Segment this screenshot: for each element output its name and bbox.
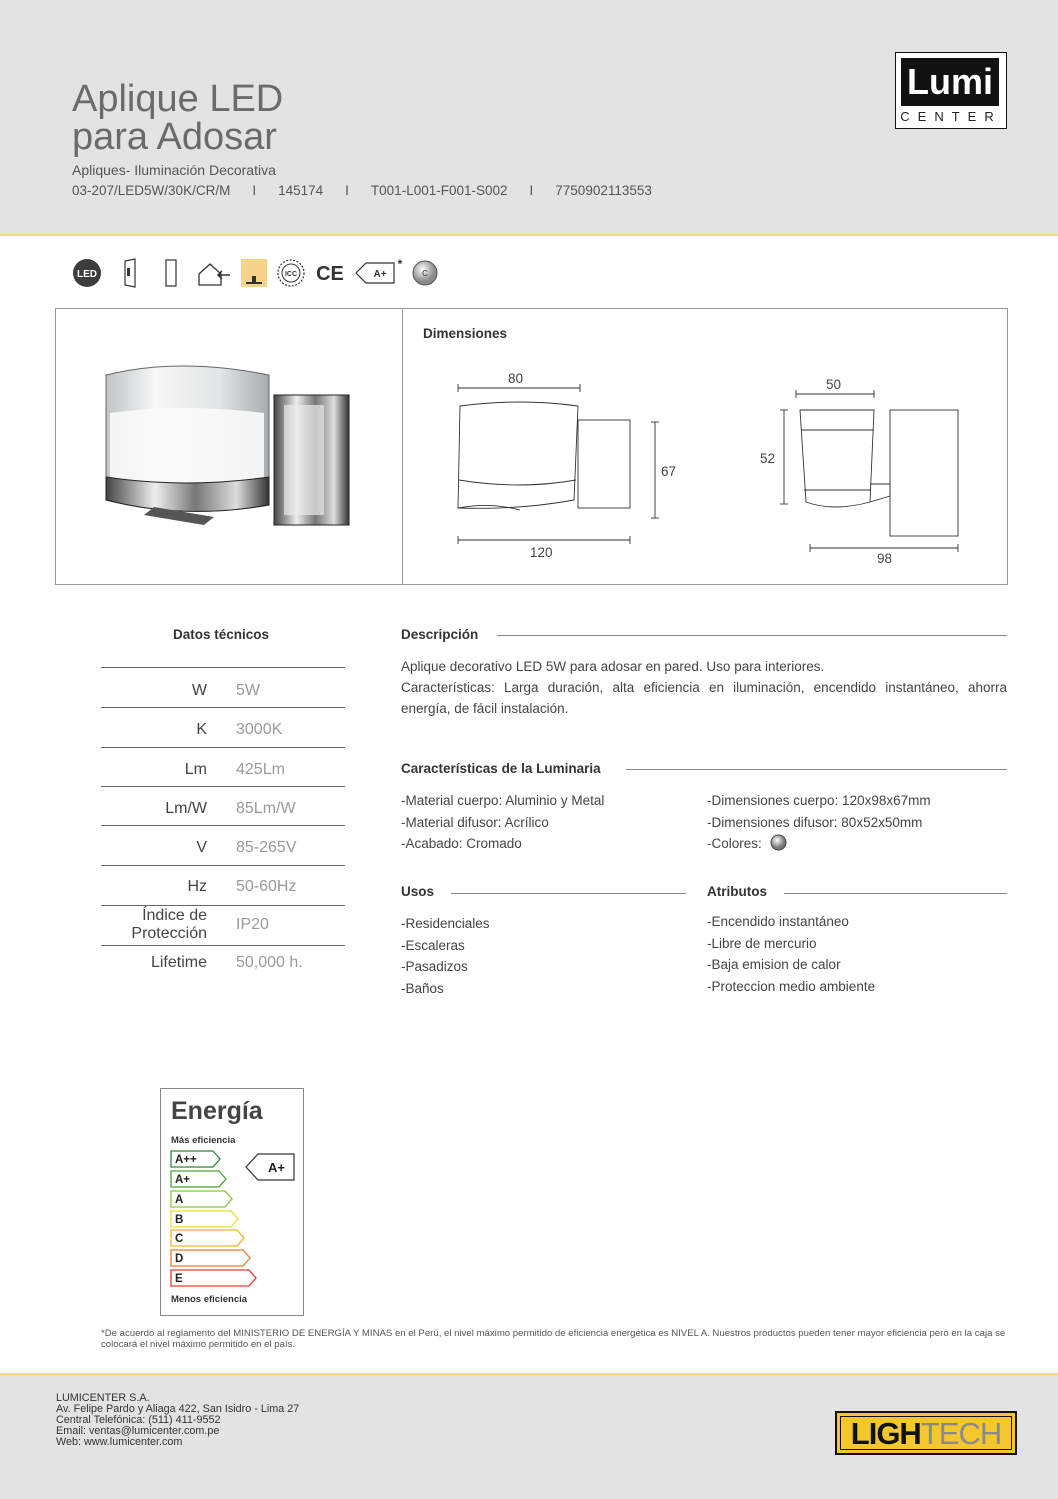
product-photo [104, 365, 354, 540]
lightech-part-1: LIGH [850, 1416, 921, 1451]
energy-icon-star: * [397, 258, 403, 271]
spec-value: 5W [236, 682, 260, 699]
list-item: -Dimensiones difusor: 80x52x50mm [707, 814, 923, 830]
phone-line: Central Telefónica: (511) 411-9552 [56, 1414, 221, 1426]
luminaria-right-list [707, 790, 931, 855]
list-item: -Residenciales [401, 916, 490, 931]
lumicenter-logo [895, 52, 1007, 129]
dimension-drawings [450, 372, 980, 572]
atributos-rule [784, 893, 1007, 894]
spec-key: Índice de Protección [131, 907, 207, 942]
energy-class-e: E [175, 1273, 183, 1285]
energy-class-app: A++ [175, 1154, 197, 1166]
address-line: Av. Felipe Pardo y Aliaga 422, San Isidro - Lima 27 [56, 1403, 300, 1415]
energy-scale [170, 1149, 300, 1289]
description-rule [497, 635, 1007, 636]
list-item [707, 833, 931, 855]
energy-class-icon [354, 258, 406, 288]
spec-value: 50-60Hz [236, 878, 297, 895]
category-subtitle: Apliques- Iluminación Decorativa [72, 162, 276, 178]
front-height-label: 67 [661, 464, 677, 479]
ce-text: CE [316, 263, 344, 285]
model-code: 03-207/LED5W/30K/CR/M [72, 183, 231, 198]
energy-class-a: A [175, 1194, 184, 1206]
energy-more-label: Más eficiencia [171, 1135, 236, 1146]
spec-row-hz [101, 865, 345, 905]
list-item: -Material cuerpo: Aluminio y Metal [401, 793, 605, 808]
spec-value: 85Lm/W [236, 800, 296, 817]
lightech-part-2: TECH [920, 1416, 1002, 1451]
side-height-label: 52 [760, 451, 776, 466]
icc-seal-icon [276, 258, 306, 288]
spec-key: Lm [184, 761, 207, 778]
list-item: -Libre de mercurio [707, 935, 817, 951]
energy-less-label: Menos eficiencia [171, 1294, 248, 1305]
description-text [401, 656, 1007, 719]
barcode-number: 7750902113553 [555, 183, 652, 198]
energy-class-b: B [175, 1214, 184, 1226]
spec-row-k [101, 707, 345, 747]
front-width-label: 80 [508, 371, 524, 386]
spec-row-lifetime [101, 945, 345, 985]
code-separator: I [252, 183, 257, 198]
usos-title: Usos [401, 884, 435, 899]
side-depth-label: 98 [877, 551, 893, 566]
code-separator: I [529, 183, 534, 198]
led-badge-text: LED [77, 269, 97, 280]
box-divider [402, 309, 403, 584]
web-line: Web: www.lumicenter.com [56, 1436, 183, 1448]
energy-class-ap: A+ [175, 1174, 191, 1186]
lightech-logo [835, 1411, 1017, 1455]
spec-value: 425Lm [236, 761, 285, 778]
atributos-title: Atributos [707, 884, 767, 899]
front-length-label: 120 [530, 545, 553, 560]
side-width-label: 50 [826, 377, 842, 392]
list-item: -Baja emision de calor [707, 957, 841, 972]
usos-list [401, 913, 490, 999]
energy-class-d: D [175, 1253, 184, 1265]
description-line-2: Características: Larga duración, alta eficiencia en iluminación, encendido instantáneo, ahorra energía, de fácil instalación. [401, 680, 1007, 716]
usos-rule [451, 893, 686, 894]
email-line: Email: ventas@lumicenter.com.pe [56, 1425, 220, 1437]
spec-row-v [101, 825, 345, 865]
atributos-list [707, 911, 875, 997]
title-line-1: Aplique LED [72, 78, 284, 120]
specs-title: Datos técnicos [173, 627, 270, 642]
wall-light-icon [122, 258, 138, 288]
spec-value: IP20 [236, 916, 269, 933]
logo-sub: CENTER [900, 109, 1002, 124]
energy-title: Energía [171, 1097, 263, 1125]
icc-text: ICC [284, 271, 298, 278]
company-name: LUMICENTER S.A. [56, 1392, 150, 1404]
item-code: 145174 [278, 183, 324, 198]
spec-row-lm [101, 747, 345, 787]
lightech-text [840, 1416, 1012, 1450]
luminaria-left-list [401, 790, 604, 855]
spec-row-w [101, 667, 345, 707]
description-line-1: Aplique decorativo LED 5W para adosar en pared. Uso para interiores. [401, 659, 825, 674]
color-icon-text: C [422, 269, 428, 278]
colors-label: -Colores: [707, 836, 762, 851]
company-address [56, 1393, 299, 1448]
color-chrome-icon [412, 258, 438, 288]
chrome-swatch-icon [770, 834, 787, 851]
list-item: -Proteccion medio ambiente [707, 978, 876, 994]
list-item: -Dimensiones cuerpo: 120x98x67mm [707, 793, 931, 808]
indoor-use-icon [196, 258, 232, 288]
spec-key: W [191, 682, 207, 699]
spec-row-lmw [101, 786, 345, 826]
dimensions-title: Dimensiones [423, 326, 508, 341]
energy-label [160, 1088, 304, 1316]
spec-key: V [196, 839, 207, 856]
page-title [72, 80, 283, 156]
spec-key: Lm/W [165, 800, 207, 817]
description-title: Descripción [401, 627, 479, 642]
spec-row-ip [101, 905, 345, 945]
spec-value: 3000K [236, 721, 283, 738]
product-codes [72, 183, 652, 198]
energy-footnote: *De acuerdo al reglamento del MINISTERIO DE ENERGÍA Y MINAS en el Perú, el nivel máximo permitido de eficiencia energética es NIVEL A. Nuestros productos pueden tener mayor eficiencia pero en la caja se colocará el nivel máximo permitido en el país. [101, 1328, 1006, 1350]
list-item: -Pasadizos [401, 959, 468, 974]
energy-icon-text: A+ [373, 269, 387, 280]
title-line-2: para Adosar [72, 116, 277, 158]
logo-main: Lumi [901, 58, 999, 106]
led-badge-icon [72, 258, 102, 288]
list-item: -Acabado: Cromado [401, 836, 522, 851]
luminaria-rule [626, 769, 1007, 770]
spec-key: Hz [187, 878, 207, 895]
spec-value: 85-265V [236, 839, 297, 856]
spec-key: Lifetime [150, 954, 207, 971]
ceiling-light-icon [240, 258, 268, 288]
list-item: -Escaleras [401, 937, 465, 953]
energy-class-c: C [175, 1233, 184, 1245]
location-code: T001-L001-F001-S002 [370, 183, 508, 198]
wall-outline-icon [164, 258, 178, 288]
list-item: -Baños [401, 980, 444, 996]
ce-mark-icon [316, 258, 344, 288]
list-item: -Material difusor: Acrílico [401, 814, 549, 830]
spec-value: 50,000 h. [236, 954, 303, 971]
spec-key: K [196, 721, 207, 738]
code-separator: I [345, 183, 349, 198]
luminaria-title: Características de la Luminaria [401, 761, 601, 776]
list-item: -Encendido instantáneo [707, 914, 849, 929]
energy-rating: A+ [268, 1160, 285, 1175]
